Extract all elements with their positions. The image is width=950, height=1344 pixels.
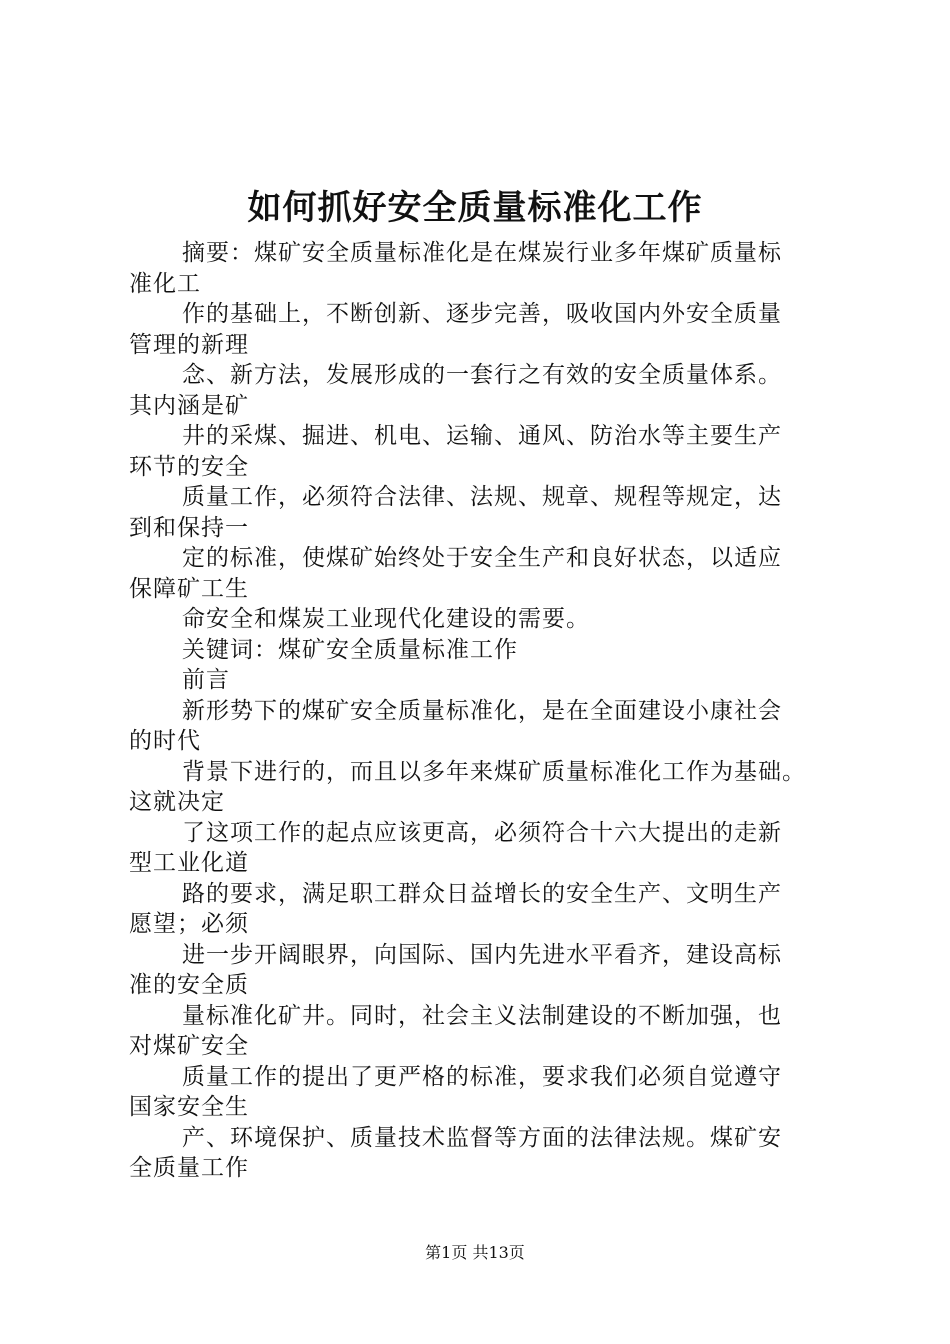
document-title: 如何抓好安全质量标准化工作 xyxy=(247,188,703,228)
text-line: 准的安全质 xyxy=(129,972,249,998)
text-line: 国家安全生 xyxy=(129,1094,249,1120)
text-line: 管理的新理 xyxy=(129,331,249,358)
text-line: 背景下进行的，而且以多年来煤矿质量标准化工作为基础。 xyxy=(182,758,806,785)
text-line: 定的标准，使煤矿始终处于安全生产和良好状态，以适应 xyxy=(182,545,782,571)
text-line: 进一步开阔眼界，向国际、国内先进水平看齐，建设高标 xyxy=(182,941,782,968)
text-line: 质量工作的提出了更严格的标准，要求我们必须自觉遵守 xyxy=(182,1063,782,1090)
text-line: 保障矿工生 xyxy=(129,575,249,602)
text-line: 产、环境保护、质量技术监督等方面的法律法规。煤矿安 xyxy=(182,1124,782,1151)
text-line: 路的要求，满足职工群众日益增长的安全生产、文明生产 xyxy=(182,880,782,907)
text-line: 其内涵是矿 xyxy=(129,392,249,419)
text-line: 关键词：煤矿安全质量标准工作 xyxy=(182,636,518,663)
text-line: 新形势下的煤矿安全质量标准化，是在全面建设小康社会 xyxy=(182,697,782,724)
text-line: 愿望；必须 xyxy=(129,911,249,937)
text-line: 质量工作，必须符合法律、法规、规章、规程等规定，达 xyxy=(182,484,782,510)
text-line: 量标准化矿井。同时，社会主义法制建设的不断加强，也 xyxy=(182,1002,782,1029)
text-line: 对煤矿安全 xyxy=(129,1033,249,1059)
text-line: 摘要：煤矿安全质量标准化是在煤炭行业多年煤矿质量标 xyxy=(182,240,782,266)
text-line: 准化工 xyxy=(129,270,201,297)
text-line: 作的基础上，不断创新、逐步完善，吸收国内外安全质量 xyxy=(182,301,782,327)
document-body xyxy=(129,238,889,1184)
text-line: 井的采煤、掘进、机电、运输、通风、防治水等主要生产 xyxy=(182,423,782,449)
text-line: 前言 xyxy=(182,667,230,693)
text-line: 环节的安全 xyxy=(129,453,249,480)
text-line: 型工业化道 xyxy=(129,850,249,876)
text-line: 念、新方法，发展形成的一套行之有效的安全质量体系。 xyxy=(182,362,782,388)
text-line: 命安全和煤炭工业现代化建设的需要。 xyxy=(182,606,590,632)
text-line: 这就决定 xyxy=(129,789,225,815)
text-line: 全质量工作 xyxy=(129,1155,249,1181)
text-line: 了这项工作的起点应该更高，必须符合十六大提出的走新 xyxy=(182,819,782,846)
text-line: 的时代 xyxy=(129,728,201,754)
text-line: 到和保持一 xyxy=(129,514,249,541)
page-footer: 第1页 共13页 xyxy=(425,1243,525,1262)
